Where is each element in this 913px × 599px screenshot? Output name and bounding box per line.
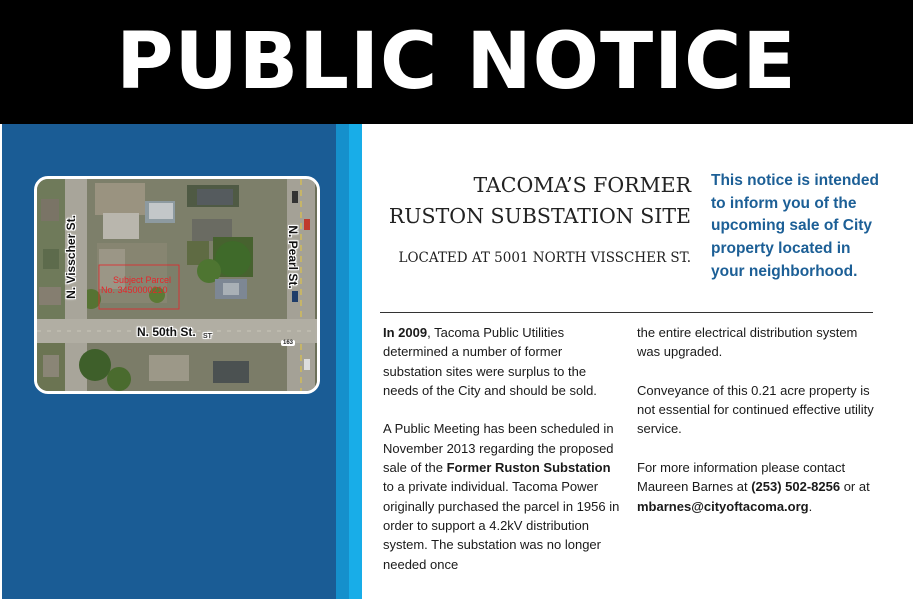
paragraph-history-text: , Tacoma Public Utilities determined a number of former substation sites were surplus to the needs of the City and should be sold.	[383, 325, 597, 398]
body-column-left	[383, 323, 623, 574]
paragraph-meeting-text-a: A Public Meeting has been scheduled in November 2013 regarding the proposed sale of the	[383, 421, 614, 476]
accent-stripe-mid	[336, 124, 349, 599]
paragraph-conveyance	[637, 381, 877, 439]
parcel-number-label: No. 3450000210	[101, 285, 168, 295]
site-location: LOCATED AT 5001 NORTH VISSCHER ST.	[398, 250, 691, 266]
divider	[380, 312, 873, 313]
contact-email: mbarnes@cityoftacoma.org	[637, 498, 809, 514]
paragraph-contact	[637, 458, 877, 516]
site-title	[362, 170, 691, 232]
site-title-line1: TACOMA’S FORMER	[473, 173, 691, 197]
paragraph-contact-text-a: For more information please contact Maureen Barnes at	[637, 460, 846, 495]
header-banner	[0, 0, 913, 124]
paragraph-meeting-continued: the entire electrical distribution system was upgraded.	[637, 325, 858, 360]
subject-parcel-label: Subject Parcel	[113, 275, 172, 285]
street-label-visscher: N. Visscher St.	[64, 215, 78, 299]
aerial-map	[34, 176, 320, 394]
street-label-50th: N. 50th St.	[137, 325, 196, 339]
paragraph-conveyance-text: Conveyance of this 0.21 acre property is not essential for continued effective utility service.	[637, 382, 874, 437]
page-title: PUBLIC NOTICE	[116, 17, 797, 107]
site-title-line2: RUSTON SUBSTATION SITE	[388, 204, 691, 228]
street-label-pearl: N. Pearl St.	[286, 225, 300, 289]
paragraph-meeting	[383, 419, 623, 573]
accent-stripe-light	[349, 124, 362, 599]
paragraph-history-lead: In 2009	[383, 325, 428, 340]
aerial-photo	[37, 179, 320, 394]
contact-phone: (253) 502-8256	[751, 479, 841, 495]
paragraph-meeting-bold: Former Ruston Substation	[446, 460, 611, 476]
route-shield-icon: 163	[283, 340, 294, 346]
street-label-50th-suffix: ST	[203, 333, 212, 340]
paragraph-contact-text-c: .	[808, 498, 813, 514]
intent-statement: This notice is intended to inform you of the upcoming sale of City property located in your neighborhood.	[711, 172, 879, 280]
body-column-right	[637, 323, 877, 516]
paragraph-contact-text-b: or at	[840, 479, 870, 495]
paragraph-history	[383, 323, 623, 400]
paragraph-meeting-text-b: to a private individual. Tacoma Power originally purchased the parcel in 1956 in order to support a 4.2kV distribution system. The substation was no longer needed once	[383, 479, 620, 572]
